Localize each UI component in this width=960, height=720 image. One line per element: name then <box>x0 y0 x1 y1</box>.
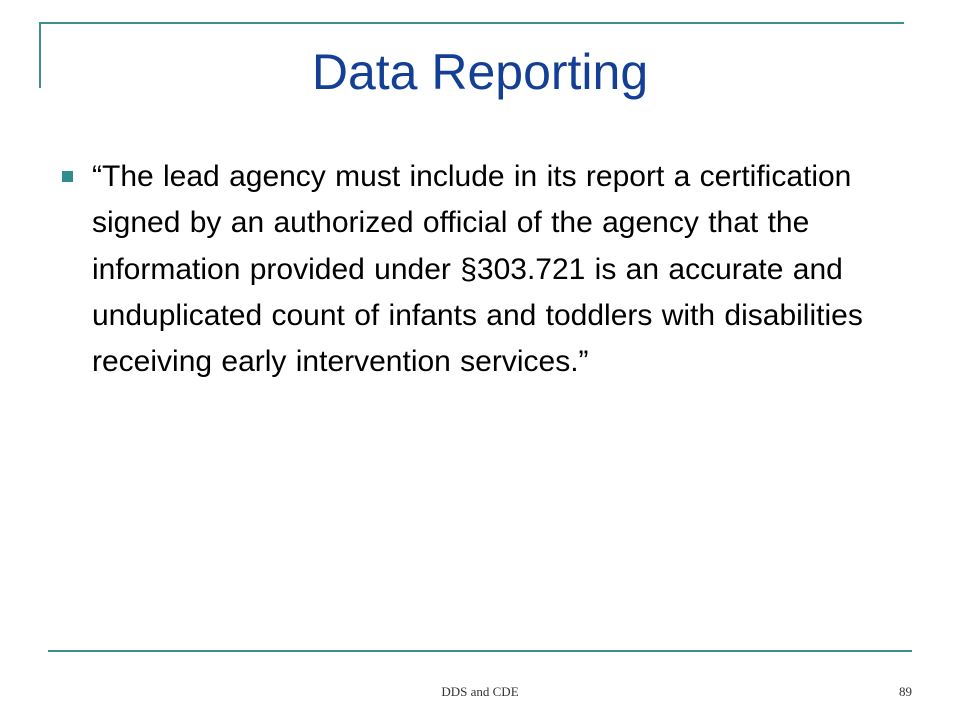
bottom-accent-line <box>48 650 912 652</box>
page-number: 89 <box>899 684 912 699</box>
bullet-text: “The lead agency must include in its report a certification signed by an authorized official of the agency that the information provided under §303.721 is an accurate and unduplicated count of infants and toddlers with disabilities receiving early intervention services.” <box>92 160 863 379</box>
slide-title: Data Reporting <box>311 44 649 100</box>
footer-label: DDS and CDE <box>441 684 519 699</box>
square-bullet-icon <box>62 171 73 182</box>
top-accent-line <box>40 22 904 24</box>
